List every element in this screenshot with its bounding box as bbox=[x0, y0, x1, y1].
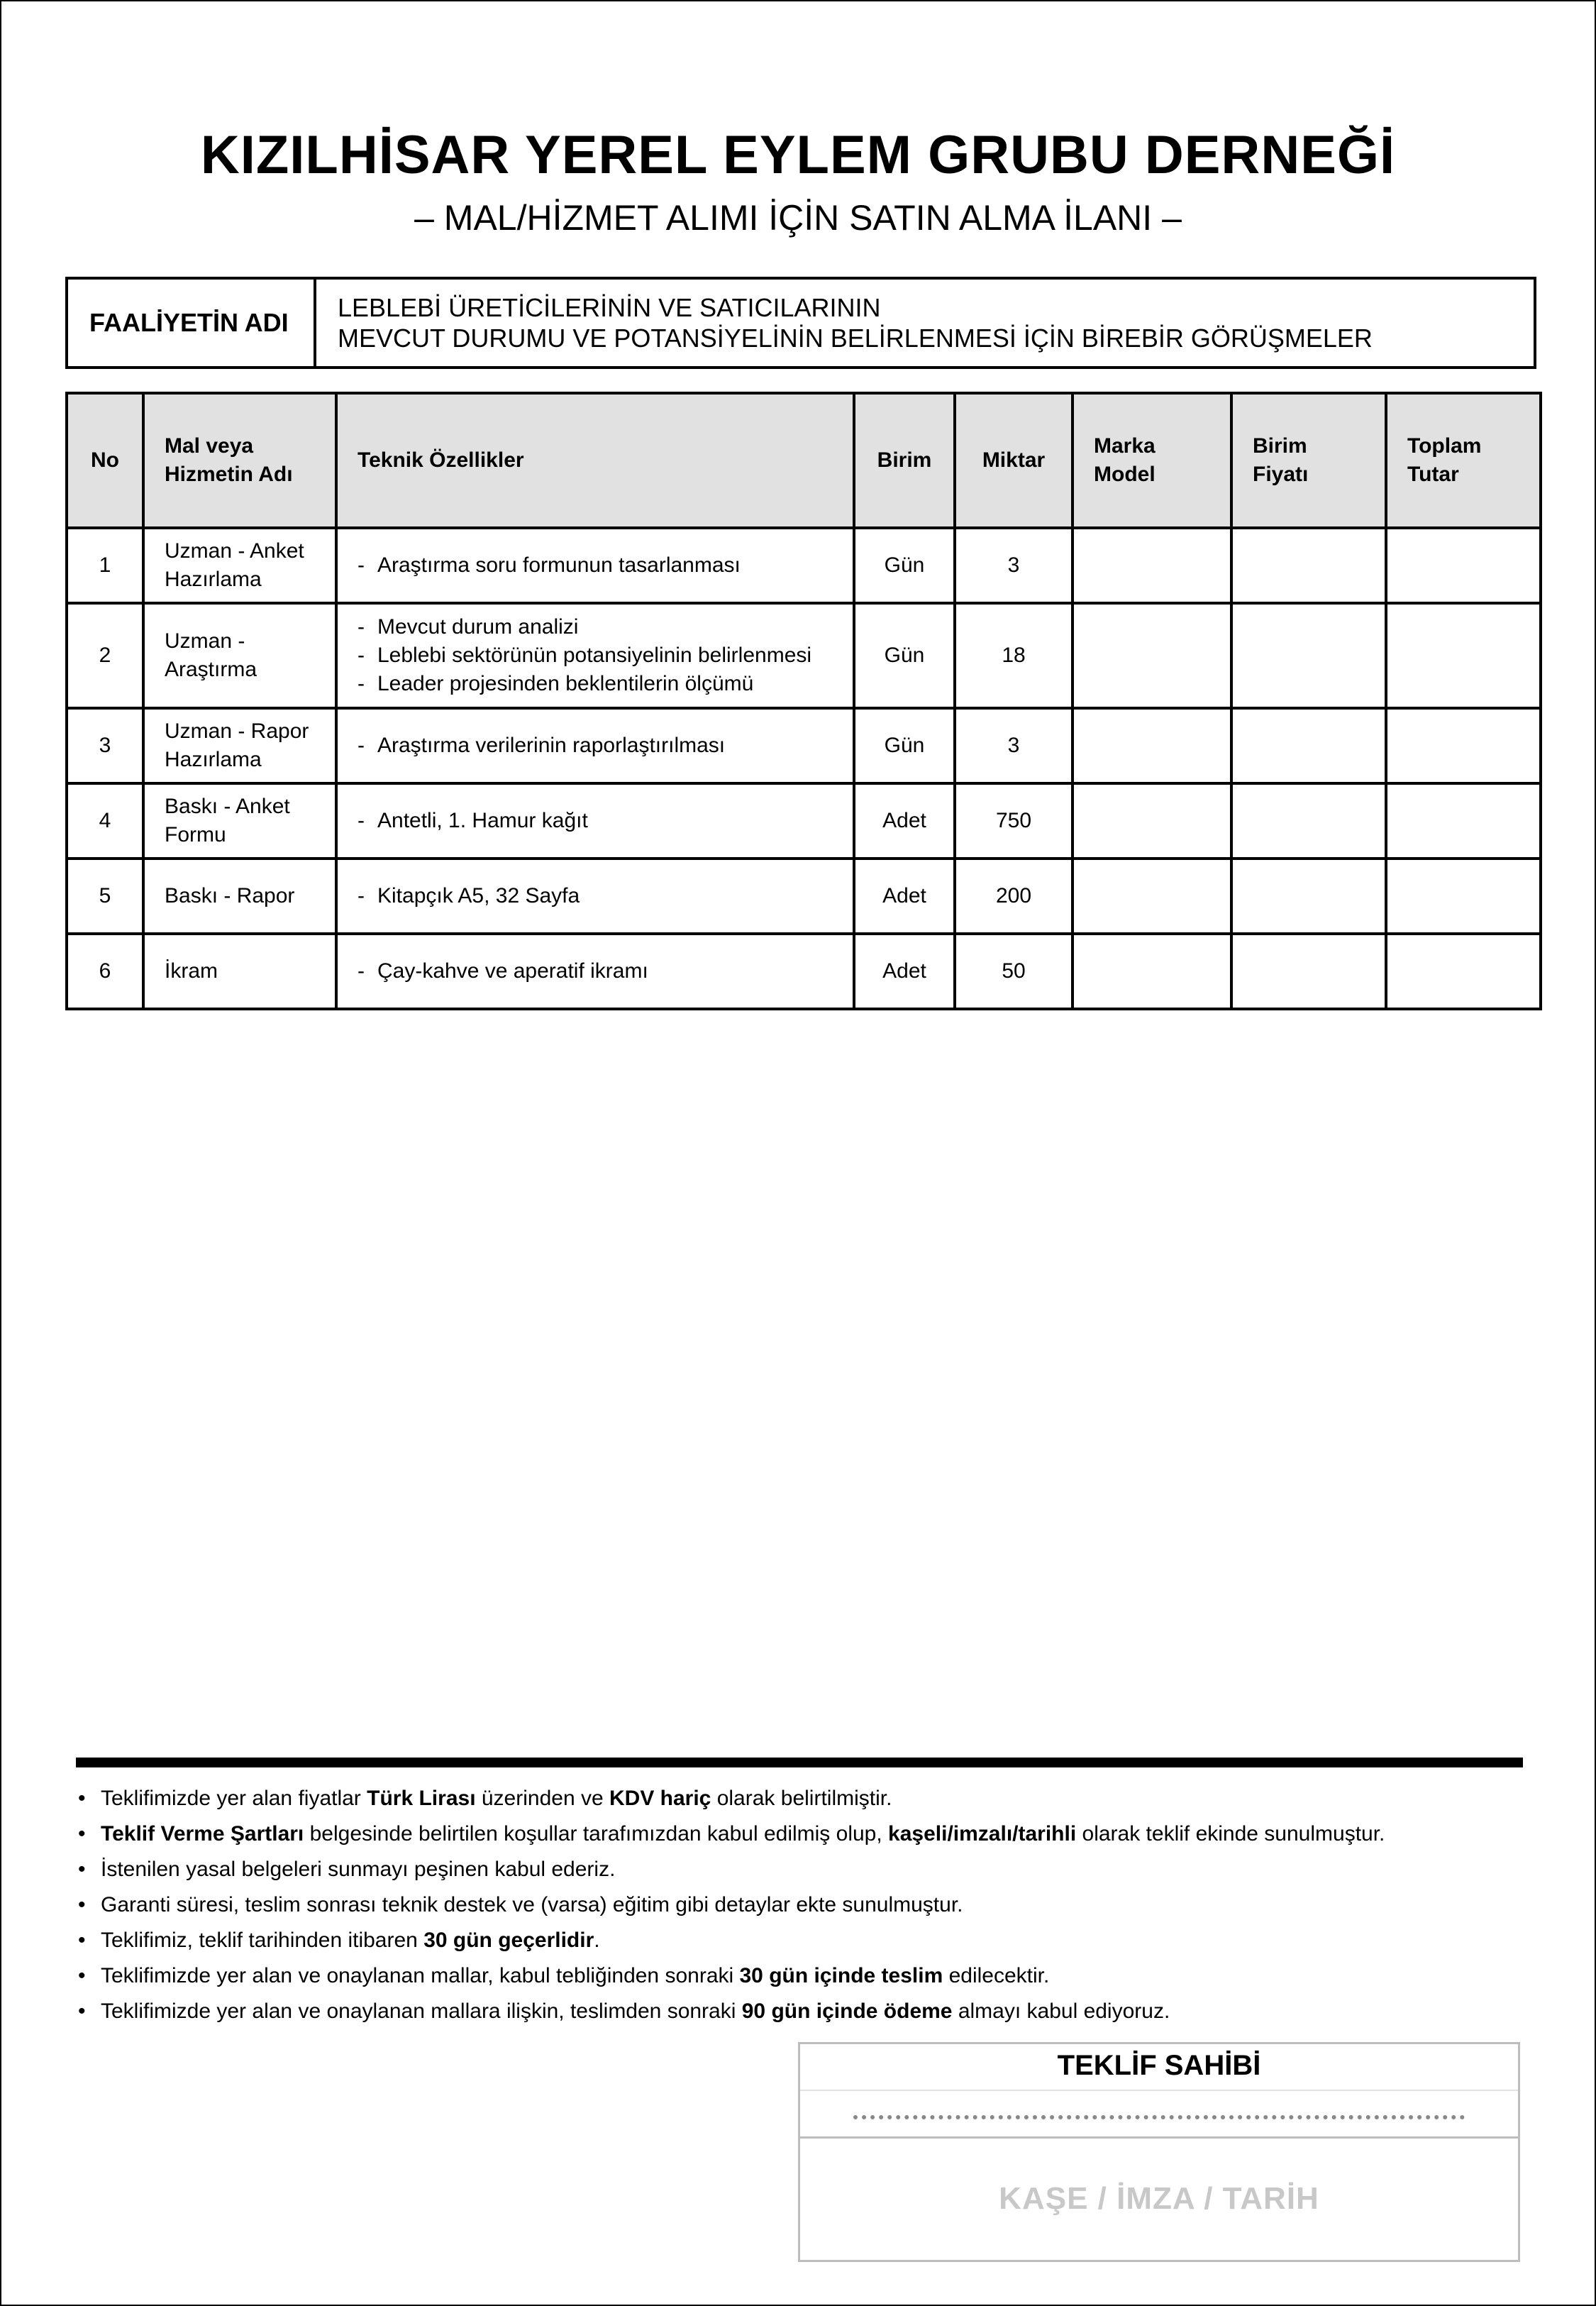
table-row: 2 Uzman - Araştırma - Mevcut durum analizi - Leblebi sektörünün potansiyelinin belirlenmesi - Leader projesinden beklentilerin ölçümü Gün 18 bbox=[67, 603, 1541, 708]
list-item: • Teklif Verme Şartları belgesinde belirtilen koşullar tarafımızdan kabul edilmiş olup, kaşeli/imzalı/tarihli olarak teklif ekinde sunulmuştur. bbox=[78, 1816, 1532, 1852]
total-cell[interactable] bbox=[1386, 934, 1541, 1009]
header-brand: Marka Model bbox=[1073, 393, 1231, 528]
table-row: 4 Baskı - Anket Formu - Antetli, 1. Hamur kağıt Adet 750 bbox=[67, 783, 1541, 859]
activity-value bbox=[316, 280, 1534, 366]
items-table bbox=[65, 392, 1542, 1010]
section-divider bbox=[76, 1758, 1523, 1767]
total-cell[interactable] bbox=[1386, 859, 1541, 934]
header-spec: Teknik Özellikler bbox=[336, 393, 854, 528]
header-unit-price: Birim Fiyatı bbox=[1231, 393, 1386, 528]
unit-price-cell[interactable] bbox=[1231, 603, 1386, 708]
unit-price-cell[interactable] bbox=[1231, 708, 1386, 783]
brand-cell[interactable] bbox=[1073, 783, 1231, 859]
unit-price-cell[interactable] bbox=[1231, 783, 1386, 859]
total-cell[interactable] bbox=[1386, 708, 1541, 783]
total-cell[interactable] bbox=[1386, 603, 1541, 708]
activity-line-2: MEVCUT DURUMU VE POTANSİYELİNİN BELİRLENMESİ İÇİN BİREBİR GÖRÜŞMELER bbox=[338, 324, 1373, 353]
activity-box bbox=[65, 277, 1536, 369]
unit-price-cell[interactable] bbox=[1231, 934, 1386, 1009]
unit-price-cell[interactable] bbox=[1231, 528, 1386, 603]
list-item: • İstenilen yasal belgeleri sunmayı peşinen kabul ederiz. bbox=[78, 1852, 1532, 1887]
table-row: 5 Baskı - Rapor - Kitapçık A5, 32 Sayfa Adet 200 bbox=[67, 859, 1541, 934]
total-cell[interactable] bbox=[1386, 528, 1541, 603]
signature-stamp-area[interactable]: KAŞE / İMZA / TARİH bbox=[999, 2181, 1319, 2216]
activity-label: FAALİYETİN ADI bbox=[68, 280, 316, 366]
signature-box bbox=[798, 2042, 1520, 2262]
header-qty: Miktar bbox=[955, 393, 1073, 528]
page-subtitle: – MAL/HİZMET ALIMI İÇİN SATIN ALMA İLANI – bbox=[414, 198, 1182, 238]
terms-list bbox=[78, 1781, 1532, 2029]
signature-title: TEKLİF SAHİBİ bbox=[800, 2044, 1518, 2091]
table-row: 1 Uzman - Anket Hazırlama - Araştırma soru formunun tasarlanması Gün 3 bbox=[67, 528, 1541, 603]
brand-cell[interactable] bbox=[1073, 708, 1231, 783]
header-total: Toplam Tutar bbox=[1386, 393, 1541, 528]
list-item: • Teklifimizde yer alan ve onaylanan mallara ilişkin, teslimden sonraki 90 gün içinde ödeme almayı kabul ediyoruz. bbox=[78, 1994, 1532, 2029]
header-unit: Birim bbox=[854, 393, 955, 528]
brand-cell[interactable] bbox=[1073, 859, 1231, 934]
table-row: 3 Uzman - Rapor Hazırlama - Araştırma verilerinin raporlaştırılması Gün 3 bbox=[67, 708, 1541, 783]
brand-cell[interactable] bbox=[1073, 528, 1231, 603]
list-item: • Garanti süresi, teslim sonrası teknik destek ve (varsa) eğitim gibi detaylar ekte sunulmuştur. bbox=[78, 1887, 1532, 1923]
brand-cell[interactable] bbox=[1073, 934, 1231, 1009]
unit-price-cell[interactable] bbox=[1231, 859, 1386, 934]
list-item: • Teklifimiz, teklif tarihinden itibaren 30 gün geçerlidir. bbox=[78, 1923, 1532, 1958]
brand-cell[interactable] bbox=[1073, 603, 1231, 708]
page-title: KIZILHİSAR YEREL EYLEM GRUBU DERNEĞİ bbox=[200, 125, 1396, 185]
header-name: Mal veya Hizmetin Adı bbox=[143, 393, 336, 528]
header-no: No bbox=[67, 393, 143, 528]
table-row: 6 İkram - Çay-kahve ve aperatif ikramı Adet 50 bbox=[67, 934, 1541, 1009]
table-header-row bbox=[67, 393, 1541, 528]
signature-name-line[interactable] bbox=[800, 2091, 1518, 2139]
list-item: • Teklifimizde yer alan fiyatlar Türk Lirası üzerinden ve KDV hariç olarak belirtilmiştir. bbox=[78, 1781, 1532, 1816]
activity-line-1: LEBLEBİ ÜRETİCİLERİNİN VE SATICILARININ bbox=[338, 293, 881, 322]
total-cell[interactable] bbox=[1386, 783, 1541, 859]
list-item: • Teklifimizde yer alan ve onaylanan mallar, kabul tebliğinden sonraki 30 gün içinde teslim edilecektir. bbox=[78, 1958, 1532, 1994]
